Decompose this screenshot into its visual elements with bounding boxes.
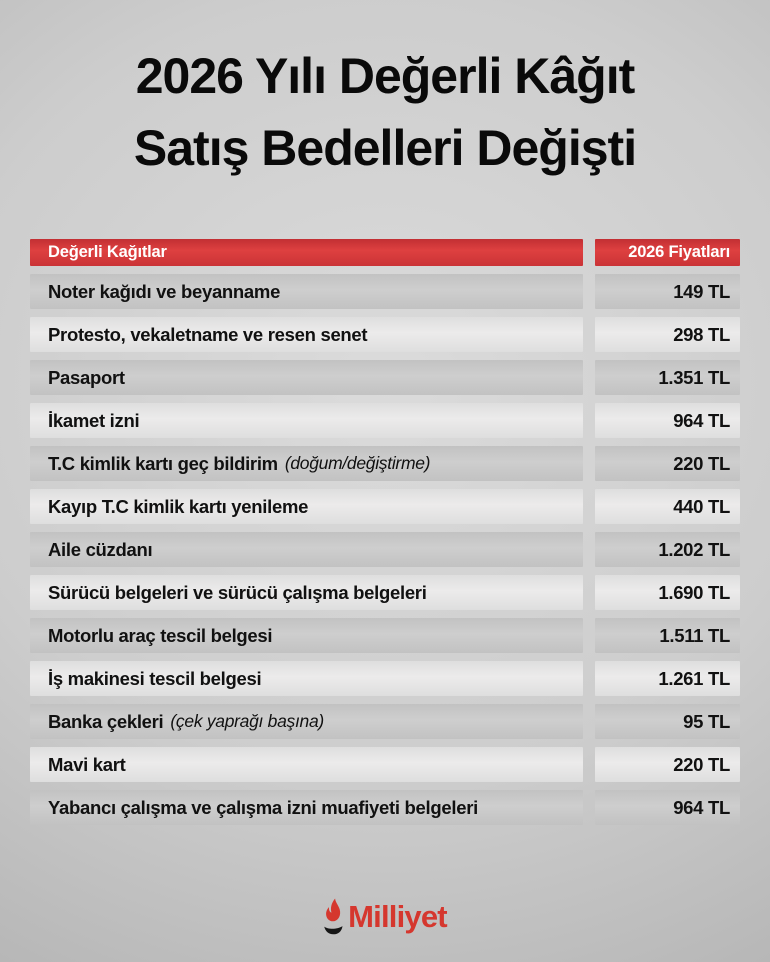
milliyet-logo bbox=[0, 898, 770, 938]
row-label: Kayıp T.C kimlik kartı yenileme bbox=[48, 495, 309, 517]
row-label: Aile cüzdanı bbox=[48, 538, 153, 560]
row-price: 1.690 TL bbox=[595, 575, 740, 610]
row-price: 1.351 TL bbox=[595, 360, 740, 395]
row-price: 149 TL bbox=[595, 274, 740, 309]
table-header-row bbox=[30, 239, 740, 266]
table-row bbox=[30, 704, 740, 739]
row-label: İkamet izni bbox=[48, 409, 140, 431]
row-label: Noter kağıdı ve beyanname bbox=[48, 280, 281, 302]
table-row bbox=[30, 317, 740, 352]
table-row bbox=[30, 274, 740, 309]
column-header-items: Değerli Kağıtlar bbox=[30, 239, 583, 266]
page-title-line2: Satış Bedelleri Değişti bbox=[133, 120, 637, 176]
page-title bbox=[0, 40, 770, 184]
row-label: Motorlu araç tescil belgesi bbox=[48, 624, 273, 646]
row-price: 220 TL bbox=[595, 446, 740, 481]
row-label: Sürücü belgeleri ve sürücü çalışma belgeleri bbox=[48, 581, 427, 603]
row-note: (doğum/değiştirme) bbox=[284, 453, 431, 473]
row-label: Pasaport bbox=[48, 366, 125, 388]
row-price: 1.202 TL bbox=[595, 532, 740, 567]
milliyet-flame-icon bbox=[323, 898, 344, 938]
row-price: 1.261 TL bbox=[595, 661, 740, 696]
column-header-prices: 2026 Fiyatları bbox=[595, 239, 740, 266]
table-row bbox=[30, 532, 740, 567]
row-label: Yabancı çalışma ve çalışma izni muafiyeti belgeleri bbox=[48, 796, 478, 818]
brand-name: Milliyet bbox=[348, 898, 447, 934]
row-label: T.C kimlik kartı geç bildirim bbox=[48, 452, 278, 474]
row-price: 95 TL bbox=[595, 704, 740, 739]
table-row bbox=[30, 446, 740, 481]
table-rows bbox=[30, 274, 740, 825]
table-row bbox=[30, 360, 740, 395]
table-row bbox=[30, 790, 740, 825]
page-title-line1: 2026 Yılı Değerli Kâğıt bbox=[135, 48, 635, 104]
row-price: 964 TL bbox=[595, 403, 740, 438]
row-label: İş makinesi tescil belgesi bbox=[48, 667, 262, 689]
row-label: Banka çekleri bbox=[48, 710, 164, 732]
price-table bbox=[30, 239, 740, 833]
row-price: 298 TL bbox=[595, 317, 740, 352]
row-price: 964 TL bbox=[595, 790, 740, 825]
table-row bbox=[30, 618, 740, 653]
row-price: 220 TL bbox=[595, 747, 740, 782]
table-row bbox=[30, 403, 740, 438]
table-row bbox=[30, 747, 740, 782]
row-note: (çek yaprağı başına) bbox=[170, 711, 324, 731]
row-price: 1.511 TL bbox=[595, 618, 740, 653]
row-label: Protesto, vekaletname ve resen senet bbox=[48, 323, 368, 345]
table-row bbox=[30, 575, 740, 610]
table-row bbox=[30, 661, 740, 696]
row-price: 440 TL bbox=[595, 489, 740, 524]
table-row bbox=[30, 489, 740, 524]
row-label: Mavi kart bbox=[48, 753, 126, 775]
